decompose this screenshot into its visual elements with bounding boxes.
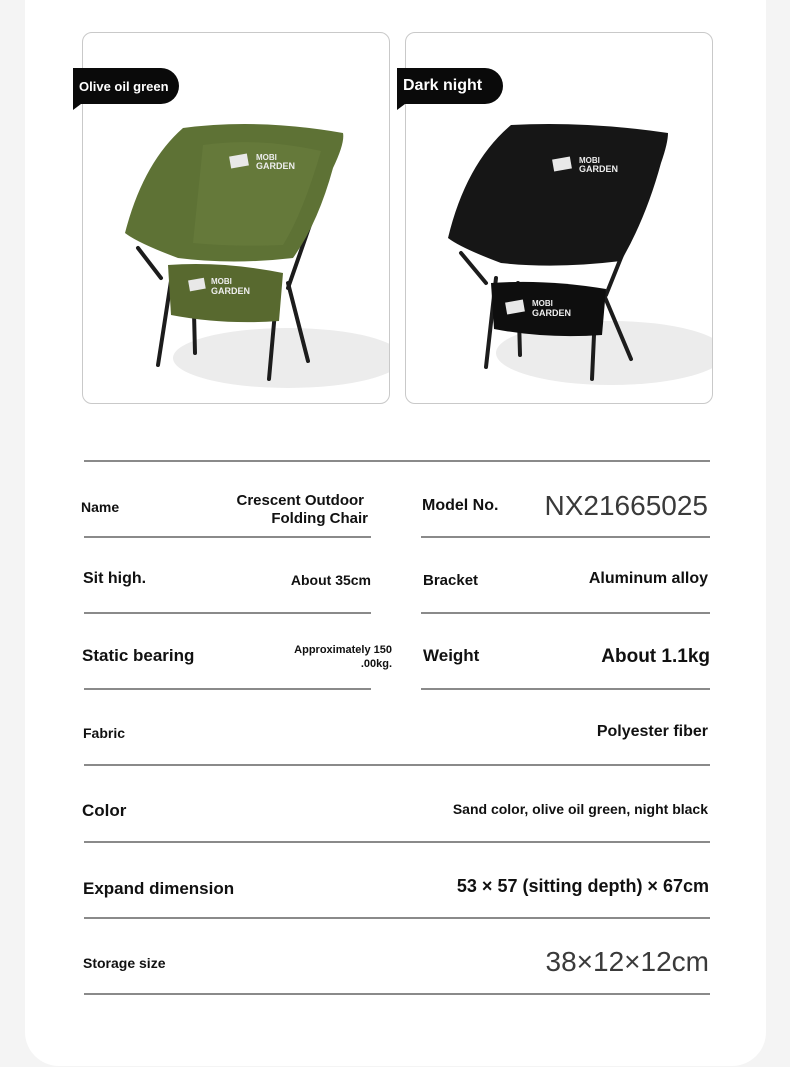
spec-value-model: NX21665025 (544, 490, 708, 521)
spec-rule-right-2 (421, 612, 710, 614)
spec-label-color: Color (82, 801, 127, 820)
spec-rule-right-1 (421, 536, 710, 538)
color-tag-dark: Dark night (397, 68, 503, 104)
dark-bag-logo-line2: GARDEN (532, 308, 572, 318)
spec-label-name: Name (81, 499, 120, 515)
spec-rule-6 (84, 917, 710, 919)
spec-value-bracket: Aluminum alloy (588, 570, 708, 587)
spec-value-name-line1: Crescent Outdoor (236, 492, 364, 509)
spec-label-storage-size: Storage size (83, 955, 166, 971)
spec-value-fabric: Polyester fiber (596, 723, 708, 740)
spec-label-bracket: Bracket (423, 572, 479, 589)
spec-label-expand-dimension: Expand dimension (83, 879, 235, 898)
olive-chair-logo-line1: MOBI (256, 153, 277, 162)
dark-bag-logo-line1: MOBI (532, 299, 553, 308)
spec-label-model: Model No. (422, 497, 499, 514)
olive-bag-logo-line2: GARDEN (211, 286, 251, 296)
spec-label-sit-high: Sit high. (83, 570, 147, 587)
spec-label-weight: Weight (423, 646, 480, 665)
spec-value-color: Sand color, olive oil green, night black (452, 801, 708, 817)
spec-bottom-rule (84, 993, 710, 995)
spec-label-fabric: Fabric (83, 725, 126, 741)
spec-rule-left-3 (84, 688, 371, 690)
spec-rule-left-1 (84, 536, 371, 538)
spec-value-expand-dimension: 53 × 57 (sitting depth) × 67cm (456, 876, 709, 896)
spec-value-name-line2: Folding Chair (271, 510, 368, 527)
spec-value-static-bearing-line2: .00kg. (360, 658, 392, 670)
spec-value-weight: About 1.1kg (601, 646, 710, 667)
spec-rule-right-3 (421, 688, 710, 690)
olive-chair-logo-line2: GARDEN (256, 161, 296, 171)
dark-chair-logo-line1: MOBI (579, 156, 600, 165)
spec-label-static-bearing: Static bearing (82, 646, 195, 665)
spec-rule-4 (84, 764, 710, 766)
spec-value-static-bearing (294, 643, 392, 671)
spec-value-storage-size: 38×12×12cm (545, 946, 709, 977)
spec-value-static-bearing-line1: Approximately 150 (294, 644, 392, 656)
spec-value-name (236, 492, 368, 528)
dark-chair-logo-line2: GARDEN (579, 164, 619, 174)
olive-bag-logo-line1: MOBI (211, 277, 232, 286)
spec-rule-left-2 (84, 612, 371, 614)
spec-rule-5 (84, 841, 710, 843)
color-tag-olive: Olive oil green (73, 68, 179, 104)
spec-value-sit-high: About 35cm (290, 572, 371, 588)
spec-top-rule (84, 460, 710, 462)
